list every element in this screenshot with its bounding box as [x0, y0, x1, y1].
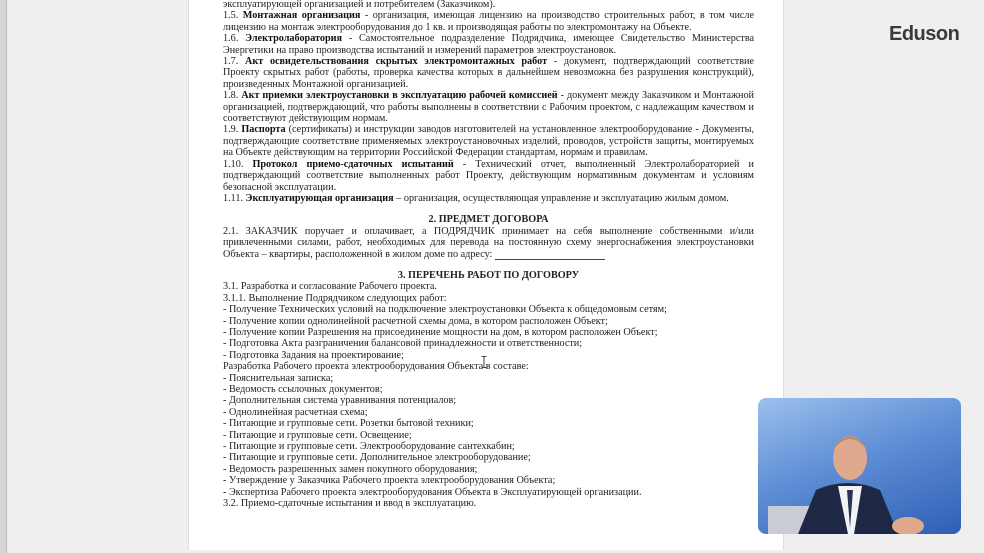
definition-number: 1.5.	[223, 10, 239, 22]
work-list-item: - Ведомость ссылочных документов;	[223, 384, 383, 395]
section-3-title: 3. ПЕРЕЧЕНЬ РАБОТ ПО ДОГОВОРУ	[397, 269, 580, 281]
window-edge	[0, 0, 7, 553]
work-list-item: - Пояснительная записка;	[223, 372, 334, 384]
work-list-item: - Утверждение у Заказчика Рабочего проекта электрооборудования Объекта;	[223, 475, 556, 487]
definition-item	[223, 90, 754, 124]
definition-item	[223, 10, 754, 33]
definition-item	[223, 56, 754, 90]
definition-text: - организация, имеющая лицензию на производство строительных работ, в том числе лицензию на монтаж электрооборудования до 1 кв. и производящая работы по электромонтажу на Объекте.	[223, 10, 755, 33]
work-list-item: 3.2. Приемо-сдаточные испытания и ввод в эксплуатацию.	[223, 498, 477, 510]
work-list-item: - Ведомость разрешенных замен покупного оборудования;	[223, 463, 478, 475]
work-list-item: - Дополнительная система уравнивания потенциалов;	[223, 395, 457, 407]
definition-number: 1.11.	[223, 192, 243, 204]
address-blank	[495, 250, 605, 260]
definition-number: 1.7.	[223, 56, 239, 68]
section-2-text: 2.1. ЗАКАЗЧИК поручает и оплачивает, а ПОДРЯДЧИК принимает на себя выполнение собственными и/или привлеченными силами, работ, необходимых для перевода на постоянную схему энергоснабжения электроустановки Объекта – квартиры, расположенной в жилом доме по адресу:	[223, 225, 754, 260]
definition-term: Протокол приемо-сдаточных испытаний	[252, 158, 454, 170]
work-list-item: - Подготовка Задания на проектирование;	[223, 349, 404, 361]
definition-item	[223, 193, 754, 204]
work-list-item: - Питающие и групповые сети. Дополнительное электрооборудование;	[223, 452, 531, 464]
definition-item	[223, 33, 754, 56]
definition-term: Паспорта	[241, 124, 286, 136]
definition-term: Акт освидетельствования скрытых электромонтажных работ	[245, 56, 548, 68]
work-list-item: Разработка Рабочего проекта электрооборудования Объекта в составе:	[223, 361, 529, 373]
definition-term: Электролаборатория	[245, 33, 343, 45]
definition-text: - Технический отчет, выполненный Электролабораторией и подтверждающий соответствие выполненных работ Проекту, действующим нормативным документам и условиям безопасной эксплуатации.	[223, 158, 754, 193]
definition-text: - документ между Заказчиком и Монтажной организацией, подтверждающий, что работы выполнены в соответствии с Рабочим проектом, с надлежащим качеством и соответствуют действующим нормам.	[223, 90, 755, 125]
doc-line: эксплуатирующей организацией и потребителем (Заказчиком).	[223, 0, 496, 10]
work-list-item: 3.1. Разработка и согласование Рабочего проекта.	[223, 281, 437, 293]
definition-number: 1.9.	[223, 124, 239, 136]
definition-number: 1.10.	[223, 158, 244, 170]
work-list-item: - Получение Технических условий на подключение электроустановки Объекта к общедомовым сетям;	[223, 304, 667, 316]
section-2-title: 2. ПРЕДМЕТ ДОГОВОРА	[428, 214, 549, 226]
work-list-item: 3.1.1. Выполнение Подрядчиком следующих работ:	[223, 292, 447, 304]
presenter-video	[758, 398, 961, 534]
work-list-item: - Питающие и групповые сети. Розетки бытовой техники;	[223, 418, 474, 430]
definition-item	[223, 124, 754, 158]
definition-text: - документ, подтверждающий соответствие Проекту скрытых работ (работы, проверка качества которых в дальнейшем невозможна без разрушения конструкций), произведенных Монтажной организацией.	[223, 56, 755, 90]
document-body	[223, 0, 754, 509]
work-list-item: - Однолинейная расчетная схема;	[223, 406, 368, 418]
work-list-item: - Получение копии однолинейной расчетной схемы дома, в котором расположен Объект;	[223, 315, 608, 327]
definition-term: Монтажная организация	[242, 10, 361, 22]
definition-number: 1.8.	[223, 90, 239, 102]
definition-text: – организация, осуществляющая управление и эксплуатацию жилым домом.	[393, 192, 729, 204]
definition-text: - Самостоятельное подразделение Подрядчика, имеющее Свидетельство Министерства Энергетики на право производства испытаний и измерений параметров электроустановок.	[223, 33, 755, 56]
work-list-item: - Питающие и групповые сети. Электрооборудование сантехкабин;	[223, 441, 515, 453]
work-list-item: - Получение копии Разрешения на присоединение мощности на дом, в котором расположен Объект;	[223, 326, 658, 338]
definition-term: Акт приемки электроустановки в эксплуатацию рабочей комиссией	[241, 90, 558, 102]
document-page[interactable]	[188, 0, 784, 550]
definition-term: Эксплуатирующая организация	[245, 192, 394, 204]
definition-text: (сертификаты) и инструкции заводов изготовителей на установленное электрооборудование - Документы, подтверждающие соответствие применяемых электроустановочных изделий, проводов, устройств защиты, монтируемых на Объекте действующим на территории Российской Федерации стандартам, нормам и правилам.	[223, 124, 754, 159]
definition-item	[223, 159, 754, 193]
eduson-logo: Eduson	[889, 23, 960, 45]
work-list-item: - Подготовка Акта разграничения балансовой принадлежности и ответственности;	[223, 338, 583, 350]
work-list-item: - Экспертиза Рабочего проекта электрооборудования Объекта в Эксплуатирующей организации.	[223, 486, 642, 498]
definition-number: 1.6.	[223, 33, 239, 45]
work-list-item: - Питающие и групповые сети. Освещение;	[223, 429, 412, 441]
presenter-figure	[758, 398, 961, 534]
